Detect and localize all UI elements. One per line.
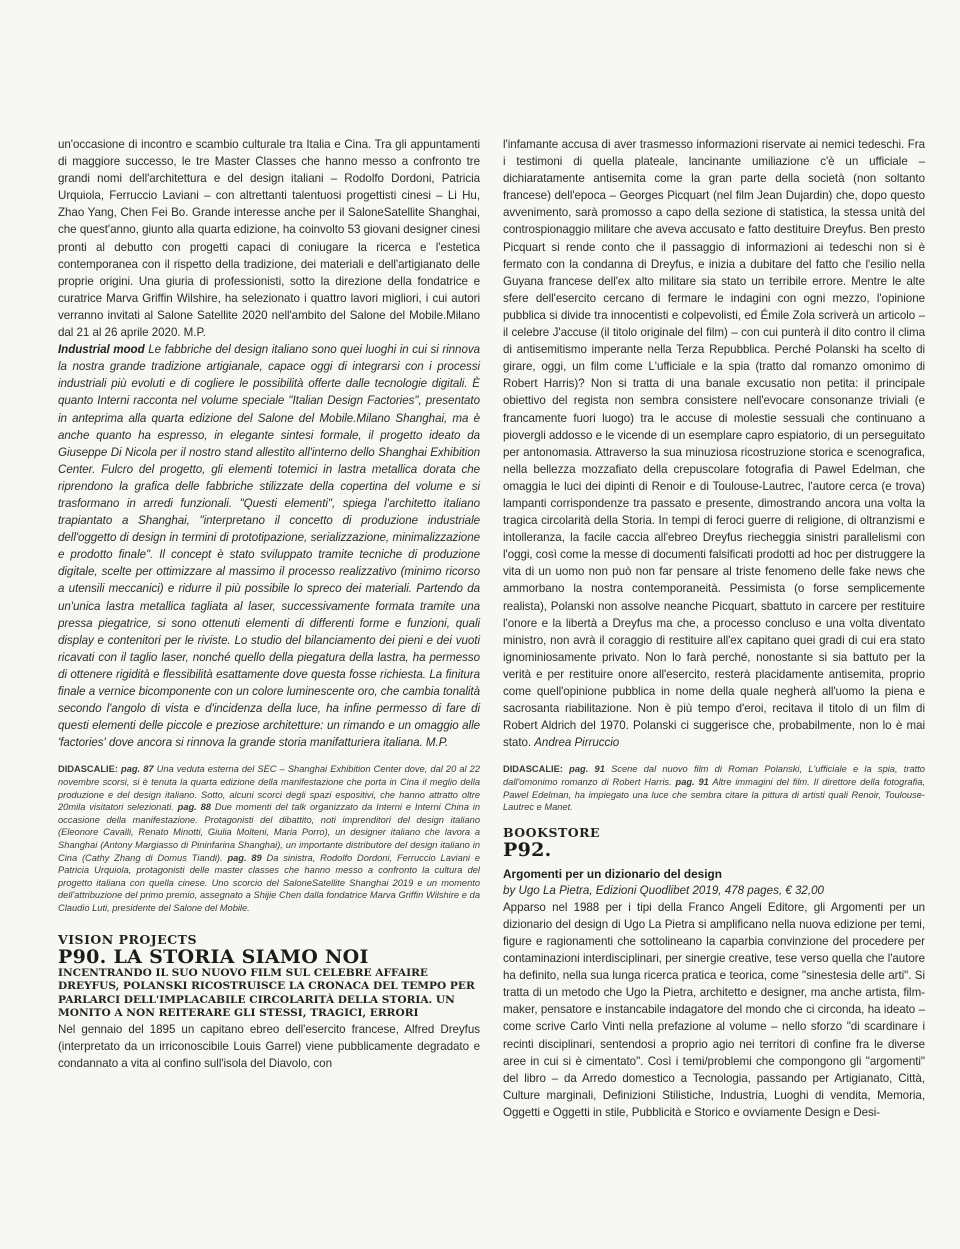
caption-ref-p89: pag. 89	[227, 852, 262, 863]
author-signature: Andrea Pirruccio	[534, 736, 620, 750]
caption-text-p88: Due momenti del talk organizzato da Interni e Interni China in occasione della manifestazione. Protagonisti del dibattito, noti imprenditori del design italiano (Eleonore Cavalli, Renato Minotti, Giulia Molteni, Maria Porro), un designer italiano che lavora a Shanghai (Antony Margiasso di Pininfarina Shanghai), un importante distributore del design italiano in Cina (Cathy Zhang di Domus Tiandi).	[58, 802, 480, 863]
right-captions	[503, 763, 925, 813]
right-column	[503, 136, 925, 1121]
industrial-mood-lead: Industrial mood	[58, 343, 145, 357]
caption-label: DIDASCALIE:	[503, 764, 563, 775]
caption-ref-p87: pag. 87	[121, 764, 154, 775]
book-review-body: Apparso nel 1988 per i tipi della Franco Angeli Editore, gli Argomenti per un dizionario del design di Ugo La Pietra si amplificano nella nuova edizione per temi, figure e ragionamenti che sottolineano la caparbia convinzione del procedere per contaminazioni interdisciplinari, per sinergie creative, tese verso quella che l'autore ha definito, nella sua lunga ricerca pratica e teorica, come "sinestesia delle arti". Si tratta di un metodo che Ugo la Pietra, architetto e designer, ma anche artista, film-maker, pensatore e instancabile indagatore del mondo che ci circonda, ha ideato – come scrive Carlo Vinti nella prefazione al volume – nello sforzo "di scardinare i recinti disciplinari, sentendosi a proprio agio nei territori di confine fra le diverse aree in cui si è cimentato". Così i temi/problemi che compongono gli "argomenti" del libro – da Arredo domestico a Tecnologia, passando per Artigianato, Città, Culture marginali, Definizioni Stilistiche, Industria, Luoghi di vendita, Memoria, Oggetti e Oggetti in stile, Pubblicità e Storico e ovviamente Design e Desi-	[503, 900, 925, 1119]
caption-text-p87: Una veduta esterna del SEC – Shanghai Exhibition Center dove, dal 20 al 22 novembre scorsi, si è tenuta la quarta edizione della manifestazione che porta in Cina il meglio della produzione e del design italiano. Sotto, alcuni scorci degli spazi espositivi, che hanno attratto oltre 20mila visitatori selezionati.	[58, 764, 480, 813]
caption-ref-p91-b: pag. 91	[675, 776, 709, 787]
article-standfirst: INCENTRANDO IL SUO NUOVO FILM SUL CELEBRE AFFAIRE DREYFUS, POLANSKI RICOSTRUISCE LA CRONACA DEL TEMPO PER PARLARCI DELL'IMPLACABILE CIRCOLARITÀ DELLA STORIA. UN MONITO A NON REITERARE GLI STESSI, TRAGICI, ERRORI	[58, 966, 475, 1020]
article-headline	[58, 947, 480, 967]
page-number: P90.	[58, 945, 107, 968]
article-body-start: Nel gennaio del 1895 un capitano ebreo dell'esercito francese, Alfred Dreyfus (interpretato da un irriconoscibile Louis Garrel) viene pubblicamente degradato e condannato a vita al confino sull'isola del Diavolo, con	[58, 1022, 480, 1071]
book-byline: by Ugo La Pietra, Edizioni Quodlibet 2019, 478 pages, € 32,00	[503, 883, 824, 897]
section-kicker: BOOKSTORE	[503, 824, 601, 840]
article-title: LA STORIA SIAMO NOI	[113, 945, 369, 968]
caption-text-p91-a: Scene dal nuovo film di Roman Polanski, L'ufficiale e la spia, tratto dall'omonimo romanzo di Robert Harris.	[503, 764, 925, 787]
article-body-continued	[503, 136, 925, 751]
caption-ref-p88: pag. 88	[177, 802, 211, 813]
article-body-text: l'infamante accusa di aver trasmesso informazioni riservate ai nemici tedeschi. Fra i testimoni di quella plateale, lancinante umiliazione c'è un ufficiale – dichiaratamente antisemita come la gran parte della società (non soltanto francese) dell'epoca – Georges Picquart (nel film Jean Dujardin) che, dopo questo avvenimento, sarà promosso a capo della sezione di statistica, la stessa unità del controspionaggio militare che aveva accusato e fatto destituire Dreyfus. Ben presto Picquart si rende conto che il passaggio di informazioni ai tedeschi non si è fermato con la condanna di Dreyfus, e inizia a dubitare del fatto che l'esilio nella Guyana francese dell'ex alto militare sia stato un terribile errore. Mentre le alte sfere dell'esercito cercano di fermare le indagini con ogni mezzo, l'opinione pubblica si divide tra innocentisti e colpevolisti, ed Émile Zola scriverà un articolo – il celebre J'accuse (il titolo originale del film) – con cui punterà il dito contro il clima di antisemitismo imperante nella Terza Repubblica. Perché Polanski ha scelto di girare, oggi, un film come L'ufficiale e la spia (tratto dal romanzo omonimo di Robert Harris)? Non si tratta di una banale excusatio non petita: il principale obiettivo del regista non sembra consistere nell'evocare consonanze triviali (e francamente fuori luogo) tra le accuse di molestie sessuali che continuano a piovergli addosso e le vicende di un esemplare capro espiatorio, di un perseguitato per antonomasia. Attraverso la sua minuziosa ricostruzione storica e scenografica, nella bellezza mozzafiato della crepuscolare fotografia di Pawel Edelman, che omaggia le luci dei dipinti di Renoir e di Toulouse-Lautrec, l'autore cerca (e trova) lampanti corrispondenze tra passato e presente, dimostrando ancora una volta la tragica circolarità della Storia. In tempi di feroci guerre di religione, di oltranzismi e intolleranza, la facile caccia all'ebreo Dreyfus riecheggia sinistri parallelismi con l'oggi, così come la messe di documenti falsificati prodotti ad hoc per distruggere la vita di un uomo non può non far pensare al triste fenomeno delle fake news che ammorbano la nostra contemporaneità. Pessimista (o forse semplicemente realista), Polanski non assolve neanche Picquart, sbattuto in carcere per restituire l'onore e la libertà a Dreyfus ma che, a processo concluso e una volta diventato ministro, non avrà il coraggio di restituire all'ex capitano quei gradi di cui era stato ignominiosamente privato. Non lo farà perché, nonostante si sia battuto per la verità e per restituire onore all'esercito, resterà placidamente antisemita, proprio come quell'opinione pubblica in nome della quale negherà all'uomo la piena e sacrosanta riabilitazione. Non è più tempo d'eroi, recitava il titolo di un film di Robert Aldrich del 1970. Polanski ci suggerisce che, probabilmente, non lo è mai stato.	[503, 138, 925, 750]
caption-ref-p91-a: pag. 91	[569, 764, 605, 775]
intro-paragraph: un'occasione di incontro e scambio culturale tra Italia e Cina. Tra gli appuntamenti di maggiore successo, le tre Master Classes che hanno messo a confronto tre grandi nomi dell'architettura e del design italiani – Rodolfo Dordoni, Patricia Urquiola, Ferruccio Laviani – con altrettanti talentuosi progettisti cinesi – Li Hu, Zhao Yang, Chen Fei Bo. Grande interesse anche per il SaloneSatellite Shanghai, che quest'anno, giunto alla quarta edizione, ha coinvolto 53 giovani designer cinesi pronti al debutto con progetti capaci di coniugare la ricerca e l'estetica contemporanea con il rispetto della tradizione, dei materiali e dell'artigianato delle proprie origini. Una giuria di professionisti, sotto la direzione della fondatrice e curatrice Marva Griffin Wilshire, ha selezionato i quattro lavori migliori, i cui autori verranno invitati al Salone Satellite 2020 nell'ambito del Salone del Mobile.Milano dal 21 al 26 aprile 2020. M.P.	[58, 138, 480, 340]
vision-projects-section	[58, 933, 480, 1073]
caption-text-p89: Da sinistra, Rodolfo Dordoni, Ferruccio Laviani e Patricia Urquiola, protagonisti delle master classes che hanno messo a confronto la cultura del progetto italiana con quella cinese. Uno scorcio del SaloneSatellite Shanghai 2019 e un momento dell'attribuzione del primo premio, assegnato a Shijie Chen dalla fondatrice Marva Griffin Wilshire e da Claudio Luti, presidente del Salone del Mobile.	[58, 852, 480, 913]
caption-text-p91-b: Altre immagini del film. Il direttore della fotografia, Pawel Edelman, ha impiegato una luce che sembra citare la pittura di artisti quali Renoir, Toulouse-Lautrec e Manet.	[503, 776, 925, 813]
caption-label: DIDASCALIE:	[58, 764, 118, 775]
industrial-mood-paragraph	[58, 341, 480, 751]
book-title: Argomenti per un dizionario del design	[503, 866, 722, 881]
left-column	[58, 136, 480, 1072]
page-number: P92.	[503, 838, 552, 861]
bookstore-section	[503, 826, 925, 1121]
industrial-mood-text: Le fabbriche del design italiano sono quei luoghi in cui si rinnova la nostra grande tradizione artigianale, capace oggi di integrarsi con i processi industriali più evoluti e di cogliere le possibilità offerte dalle tecnologie digitali. È quanto Interni racconta nel volume speciale "Italian Design Factories", presentato in anteprima alla quarta edizione del Salone del Mobile.Milano Shanghai, ma è anche quanto ha espresso, in elegante sintesi formale, il progetto ideato da Giuseppe Di Nicola per il nostro stand allestito all'interno dello Shanghai Exhibition Center. Fulcro del progetto, gli elementi totemici in lastra metallica dorata che riprendono la grafica delle fabbriche stilizzate della copertina del volume e si trasformano in arredi funzionali. "Questi elementi", spiega l'architetto italiano trapiantato a Shanghai, "interpretano il concetto di produzione industriale dell'oggetto di design in termini di prototipazione, serializzazione, minimalizzazione e prodotto finale". Il concept è stato sviluppato tramite tecniche di produzione digitale, scelte per ottimizzare al massimo il processo realizzativo (minimo ricorso a utensili meccanici) e ridurre il più possibile lo spreco dei materiali. Partendo da un'unica lastra metallica tagliata al laser, successivamente formata tramite una pressa piegatrice, si sono ottenuti elementi di differenti forme e funzioni, quali display e contenitori per le riviste. Lo studio del bilanciamento dei pieni e dei vuoti ricavati con il taglio laser, nonché quello della piegatura della lastra, ha permesso di ottenere rigidità e flessibilità esattamente dove questa fosse richiesta. La finitura finale a vernice bicomponente con un colore luminescente oro, che cambia tonalità secondo l'angolo di vista e d'incidenza della luce, ha infine permesso di fare di questi elementi delle piccole e preziose architetture: un rimando e un omaggio alle 'factories' dove ancora si rinnova la grande storia manifatturiera italiana. M.P.	[58, 343, 480, 750]
section-kicker: VISION PROJECTS	[58, 931, 197, 947]
left-captions	[58, 763, 480, 914]
